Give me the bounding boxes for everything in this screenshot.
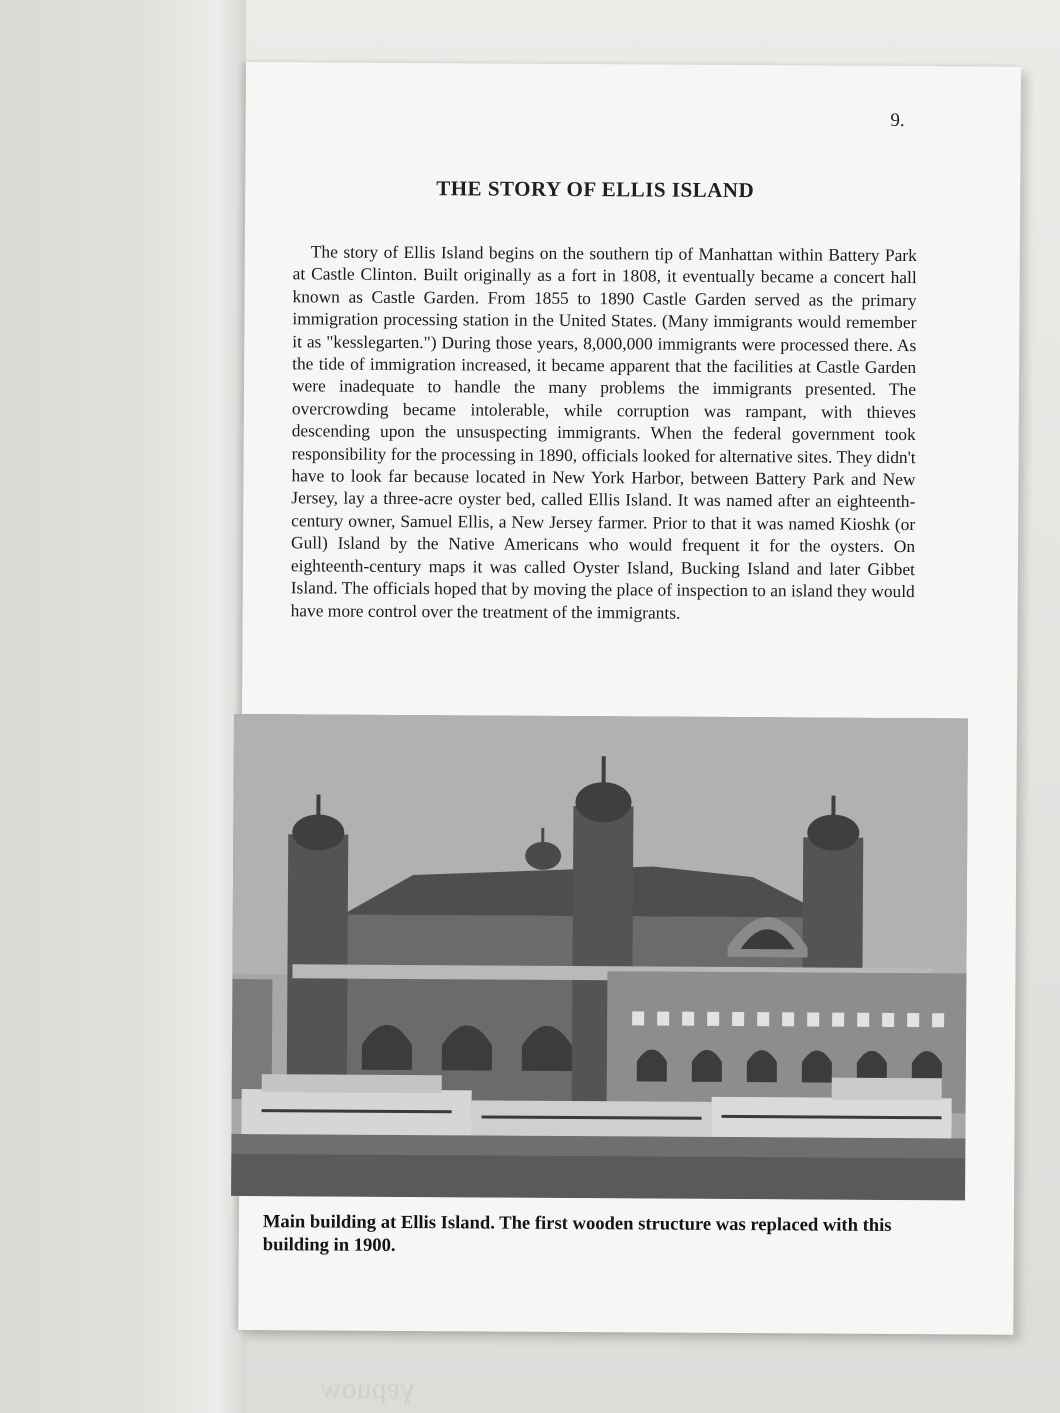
page-title: THE STORY OF ELLIS ISLAND — [436, 176, 755, 203]
ellis-island-photo — [231, 714, 968, 1200]
photo-caption: Main building at Ellis Island. The first wooden structure was replaced with this building in 1900. — [262, 1211, 892, 1256]
left-page — [0, 0, 250, 1413]
ellis-island-building-illustration — [231, 714, 968, 1200]
page-number: 9. — [890, 109, 905, 132]
body-paragraph: The story of Ellis Island begins on the southern tip of Manhattan within Battery Park at Castle Clinton. Built originally as a fort in 1808, it eventually became a concert hall known as Castle Garden. From 1855 to 1890 Castle Garden served as the primary immigration processing station in the United States. (Many immigrants would remember it as "kesslegarten.") During those years, 8,000,000 immigrants were processed there. As the tide of immigration increased, it became apparent that the facilities at Castle Garden were inadequate to handle the many problems the immigrants presented. The overcrowding became intolerable, while corruption was rampant, with thieves descending upon the unsuspecting immigrants. When the federal government took responsibility for the processing in 1890, officials looked for alternative sites. They didn't have to look far because located in New York Harbor, between Battery Park and New Jersey, lay a three-acre oyster bed, called Ellis Island. It was named after an eighteenth-century owner, Samuel Ellis, a New Jersey farmer. Prior to that it was named Kioshk (or Gull) Island by the Native Americans who would frequent it for the oysters. On eighteenth-century maps it was called Oyster Island, Bucking Island and later Gibbet Island. The officials hoped that by moving the place of inspection to an island they would have more control over the treatment of the immigrants. — [290, 241, 917, 623]
bleed-through-text: ɣɐpuow — [320, 1372, 415, 1405]
book-page — [238, 62, 1021, 1335]
